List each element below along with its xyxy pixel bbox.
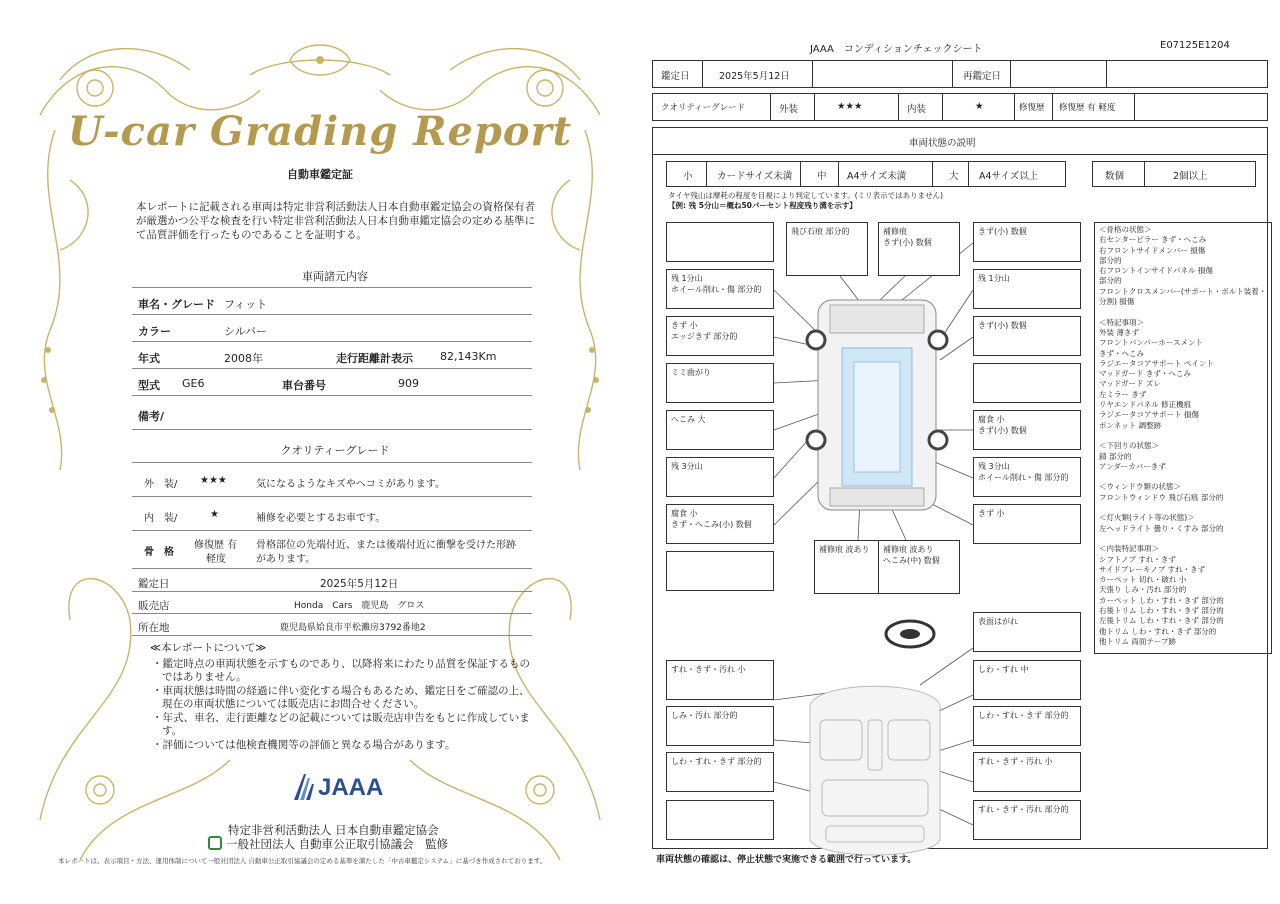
interior-box: 表面はがれ [973, 612, 1081, 652]
mileage-label: 走行距離計表示 [336, 352, 413, 365]
frame-label: 骨 格 [144, 547, 174, 558]
interior-box: すれ・きず・汚れ 部分的 [973, 800, 1081, 840]
damage-box [666, 222, 774, 262]
model-label: 型式 [138, 379, 160, 392]
damage-box: 残 3分山 [666, 457, 774, 497]
spec-row-car-name [132, 288, 532, 315]
car-interior-diagram [810, 686, 940, 855]
interior-box: しみ・汚れ 部分的 [666, 706, 774, 746]
interior-box: すれ・きず・汚れ 小 [666, 660, 774, 700]
damage-box [666, 551, 774, 591]
model-value: GE6 [182, 377, 205, 390]
spec-row-model [132, 369, 532, 396]
sheet-code: E07125E1204 [1160, 40, 1230, 51]
interior-box: すれ・きず・汚れ 小 [973, 752, 1081, 792]
damage-box [973, 363, 1081, 403]
damage-box: ミミ曲がり [666, 363, 774, 403]
jaaa-logo-text: JAAA [318, 774, 384, 801]
steering-wheel-icon [886, 621, 934, 647]
chassis-value: 909 [398, 377, 419, 390]
grade-section-title: クオリティーグレード [280, 444, 390, 457]
info-row-dealer [132, 594, 532, 614]
jaaa-logo [292, 772, 382, 802]
interior-stars: ★ [210, 509, 219, 520]
frame-text-1: 骨格部位の先端付近、または後端付近に衝撃を受けた形跡 [256, 540, 516, 551]
sheet-exterior-stars: ★★★ [837, 101, 863, 112]
condition-section-title: 車両状態の説明 [909, 138, 976, 149]
damage-box: きず(小) 数個 [973, 222, 1081, 262]
damage-box: 腐食 小 きず・へこみ(小) 数個 [666, 504, 774, 544]
grade-row-interior [132, 497, 532, 531]
year-label: 年式 [138, 352, 160, 365]
count-value: 2個以上 [1173, 171, 1208, 182]
damage-box: きず(小) 数個 [973, 316, 1081, 356]
date-value: 2025年5月12日 [320, 578, 399, 590]
address-value: 鹿児島県姶良市平松灘房3792番地2 [280, 623, 426, 633]
size-mid-label: 中 [817, 171, 827, 182]
damage-box: 補修痕 きず(小) 数個 [878, 222, 960, 276]
size-large-desc: A4サイズ以上 [979, 171, 1039, 182]
note-item: ・鑑定時点の車両状態を示すものであり、以降将来にわたり品質を保証するものではありません。 [152, 657, 530, 683]
certificate-intro: 本レポートに記載される車両は特定非営利活動法人日本自動車鑑定協会の資格保有者が厳選かつ公平な検査を行い特定非営利活動法人日本自動車鑑定協会の定める基準にて品質評価を行ったものであることを証明する。 [136, 201, 535, 241]
exterior-stars: ★★★ [200, 475, 227, 486]
sheet-repair-label: 修復歴 [1019, 103, 1045, 113]
condition-notes: ＜骨格の状態＞ 右センターピラー きず・へこみ 右フロントサイドメンバー 損傷 部分的 右フロントインサイドパネル 損傷 部分的 フロントクロスメンバー(サポート・ボルト装着・分割) 損傷 ＜特記事項＞ 外装 薄きず フロントバンパーホースメント きず・へこみ ラジエータコアサポート ペイント マッドガード きず・へこみ マッドガード ズレ 左ミラー きず リヤエンドパネル 修正機痕 ラジエータコアサポート 損傷 ボンネット 調整跡 ＜下回りの状態＞ 錆 部分的 アンダーカバーきず ＜ウィンドウ類の状態＞ フロントウィンドウ 飛び石痕 部分的 ＜灯火類(ライト等の状態)＞ 左ヘッドライト 曇り・くすみ 部分的 ＜内装特記事項＞ シフトノブ すれ・きず サイドブレーキノブ すれ・きず カーペット 切れ・破れ 小 天張り しみ・汚れ 部分的 カーペット しわ・すれ・きず 部分的 右後トリム しわ・すれ・きず 部分的 左後トリム しわ・すれ・きず 部分的 他トリム しわ・すれ・きず 部分的 他トリム 両面テープ跡 [1094, 222, 1272, 654]
sheet-date-value: 2025年5月12日 [719, 71, 790, 82]
certificate-subtitle: 自動車鑑定証 [287, 168, 353, 181]
damage-box: きず 小 [973, 504, 1081, 544]
tire-note-line-2: 【例: 残 5分山＝概ね50パーセント程度残り溝を示す】 [668, 201, 857, 210]
certificate-footer: 本レポートは、表示項目・方法、運用体制について一般社団法人 自動車公正取引協議会の定める基準を満たした「中古車鑑定システム」に基づき作成されております。 [58, 857, 547, 865]
note-item: ・年式、車名、走行距離などの記載については販売店申告をもとに作成しています。 [152, 711, 530, 737]
grade-row-exterior [132, 463, 532, 497]
car-name-value: フィット [224, 298, 268, 311]
sheet-interior-stars: ★ [975, 101, 984, 112]
sheet-date-label: 鑑定日 [661, 71, 690, 82]
damage-box: へこみ 大 [666, 410, 774, 450]
frame-value-1: 修復歴 有 [194, 540, 238, 551]
year-value: 2008年 [224, 352, 263, 365]
spec-row-remarks [132, 396, 532, 430]
damage-box: 残 1分山 ホイール削れ・傷 部分的 [666, 269, 774, 309]
car-exterior-diagram [807, 300, 947, 510]
interior-text: 補修を必要とするお車です。 [256, 513, 386, 524]
color-value: シルバー [224, 325, 267, 338]
organization-name: 特定非営利活動法人 日本自動車鑑定協会 [228, 823, 439, 837]
report-notes [150, 642, 530, 752]
chassis-label: 車台番号 [282, 379, 326, 392]
damage-box: 補修痕 波あり [814, 540, 896, 594]
info-row-address [132, 616, 532, 636]
note-item: ・評価については他検査機関等の評価と異なる場合があります。 [152, 738, 456, 751]
interior-label: 内 装/ [144, 513, 178, 524]
jaaa-logo-mark-icon [292, 772, 316, 802]
reinspect-label: 再鑑定日 [963, 71, 1002, 82]
frame-value-2: 軽度 [206, 554, 226, 565]
note-item: ・車両状態は時間の経過に伴い変化する場合もあるため、鑑定日をご確認の上、現在の車両状態については販売店にお問合せください。 [152, 684, 530, 710]
sheet-bottom-note: 車両状態の確認は、停止状態で実施できる範囲で行っています。 [656, 855, 917, 865]
interior-box: しわ・すれ 中 [973, 660, 1081, 700]
spec-row-color [132, 315, 532, 342]
fair-trade-mark-icon [208, 836, 222, 850]
sheet-interior-label: 内装 [907, 104, 927, 115]
info-row-date [132, 572, 532, 592]
supervisor-name: 一般社団法人 自動車公正取引協議会 監修 [226, 837, 449, 851]
remarks-label: 備考/ [138, 410, 165, 423]
frame-text-2: があります。 [256, 554, 316, 565]
interior-box: しわ・すれ・きず 部分的 [666, 752, 774, 792]
spec-row-year [132, 342, 532, 369]
size-large-label: 大 [949, 171, 959, 182]
size-small-desc: カードサイズ未満 [717, 171, 793, 182]
date-label: 鑑定日 [138, 578, 170, 590]
exterior-text: 気になるようなキズやヘコミがあります。 [256, 479, 445, 490]
sheet-grade-label: クオリティーグレード [661, 103, 746, 113]
damage-box: 補修痕 波あり へこみ(中) 数個 [878, 540, 960, 594]
damage-box: きず 小 エッジきず 部分的 [666, 316, 774, 356]
mileage-value: 82,143Km [440, 350, 497, 363]
size-mid-desc: A4サイズ未満 [847, 171, 907, 182]
spec-section-title: 車両諸元内容 [302, 270, 368, 283]
supervisor-organization [208, 836, 448, 852]
sheet-title: JAAA コンディションチェックシート [810, 44, 983, 55]
tire-note-line-1: タイヤ残山は摩耗の程度を目視により判定しています。(ミリ表示ではありません) [668, 191, 944, 200]
exterior-label: 外 装/ [144, 479, 178, 490]
interior-box: しわ・すれ・きず 部分的 [973, 706, 1081, 746]
damage-box: 腐食 小 きず(小) 数個 [973, 410, 1081, 450]
damage-box: 残 1分山 [973, 269, 1081, 309]
dealer-label: 販売店 [138, 600, 170, 612]
condition-check-sheet [640, 0, 1280, 904]
sheet-exterior-label: 外装 [779, 104, 799, 115]
color-label: カラー [138, 325, 171, 338]
car-name-label: 車名・グレード [138, 298, 215, 311]
address-label: 所在地 [138, 622, 170, 634]
dealer-value: Honda Cars 鹿児島 グロス [294, 601, 425, 611]
damage-box: 飛び石痕 部分的 [786, 222, 868, 276]
interior-box [666, 800, 774, 840]
damage-box: 残 3分山 ホイール削れ・傷 部分的 [973, 457, 1081, 497]
count-label: 数個 [1105, 171, 1125, 182]
size-small-label: 小 [683, 171, 693, 182]
grade-row-frame [132, 531, 532, 569]
sheet-repair-value: 修復歴 有 軽度 [1059, 103, 1116, 113]
certificate-title: U-car Grading Report [67, 108, 573, 155]
notes-title: ≪本レポートについて≫ [150, 642, 267, 654]
